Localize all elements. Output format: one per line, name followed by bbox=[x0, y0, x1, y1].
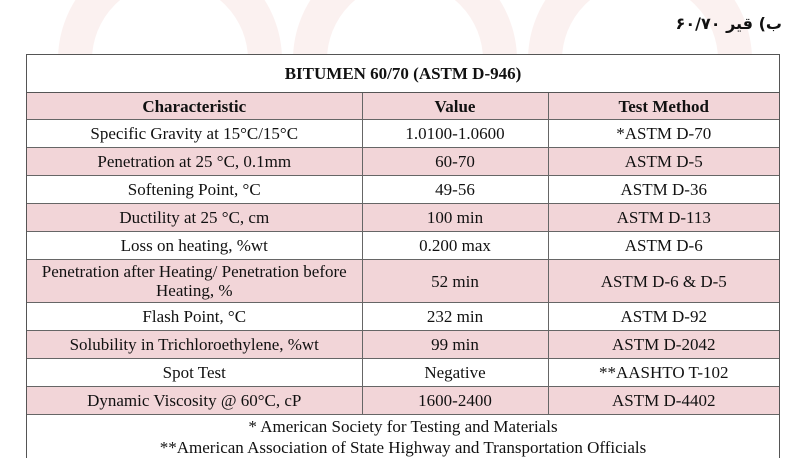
column-header-value: Value bbox=[362, 93, 548, 120]
spec-table bbox=[27, 93, 779, 415]
value-cell: 49-56 bbox=[362, 176, 548, 204]
footnotes bbox=[27, 415, 779, 458]
characteristic-cell: Solubility in Trichloroethylene, %wt bbox=[27, 331, 362, 359]
characteristic-cell: Spot Test bbox=[27, 359, 362, 387]
characteristic-cell: Flash Point, °C bbox=[27, 303, 362, 331]
characteristic-cell: Penetration at 25 °C, 0.1mm bbox=[27, 148, 362, 176]
value-cell: 1.0100-1.0600 bbox=[362, 120, 548, 148]
table-row bbox=[27, 359, 779, 387]
table-row bbox=[27, 232, 779, 260]
method-cell: ASTM D-36 bbox=[548, 176, 779, 204]
section-heading: ب) قیر ۶۰/۷۰ bbox=[675, 14, 782, 33]
table-row bbox=[27, 260, 779, 303]
value-cell: 100 min bbox=[362, 204, 548, 232]
footnote-astm: * American Society for Testing and Materials bbox=[248, 417, 558, 436]
value-cell: 0.200 max bbox=[362, 232, 548, 260]
value-cell: 99 min bbox=[362, 331, 548, 359]
footnote-aashto: **American Association of State Highway and Transportation Officials bbox=[159, 438, 647, 457]
method-cell: ASTM D-6 & D-5 bbox=[548, 260, 779, 303]
method-cell: ASTM D-2042 bbox=[548, 331, 779, 359]
header-row bbox=[27, 93, 779, 120]
method-cell: *ASTM D-70 bbox=[548, 120, 779, 148]
method-cell: ASTM D-6 bbox=[548, 232, 779, 260]
table-row bbox=[27, 120, 779, 148]
characteristic-cell: Loss on heating, %wt bbox=[27, 232, 362, 260]
method-cell: ASTM D-4402 bbox=[548, 387, 779, 415]
table-row bbox=[27, 331, 779, 359]
value-cell: Negative bbox=[362, 359, 548, 387]
value-cell: 60-70 bbox=[362, 148, 548, 176]
spec-sheet bbox=[26, 54, 780, 458]
characteristic-cell: Ductility at 25 °C, cm bbox=[27, 204, 362, 232]
value-cell: 52 min bbox=[362, 260, 548, 303]
value-cell: 232 min bbox=[362, 303, 548, 331]
table-row bbox=[27, 204, 779, 232]
method-cell: **AASHTO T-102 bbox=[548, 359, 779, 387]
method-cell: ASTM D-92 bbox=[548, 303, 779, 331]
table-row bbox=[27, 303, 779, 331]
table-row bbox=[27, 148, 779, 176]
method-cell: ASTM D-113 bbox=[548, 204, 779, 232]
table-row bbox=[27, 387, 779, 415]
table-row bbox=[27, 176, 779, 204]
characteristic-cell: Softening Point, °C bbox=[27, 176, 362, 204]
table-title: BITUMEN 60/70 (ASTM D-946) bbox=[27, 55, 779, 93]
characteristic-cell: Penetration after Heating/ Penetration before Heating, % bbox=[27, 260, 362, 303]
column-header-test-method: Test Method bbox=[548, 93, 779, 120]
value-cell: 1600-2400 bbox=[362, 387, 548, 415]
method-cell: ASTM D-5 bbox=[548, 148, 779, 176]
characteristic-cell: Specific Gravity at 15°C/15°C bbox=[27, 120, 362, 148]
characteristic-cell: Dynamic Viscosity @ 60°C, cP bbox=[27, 387, 362, 415]
column-header-characteristic: Characteristic bbox=[27, 93, 362, 120]
